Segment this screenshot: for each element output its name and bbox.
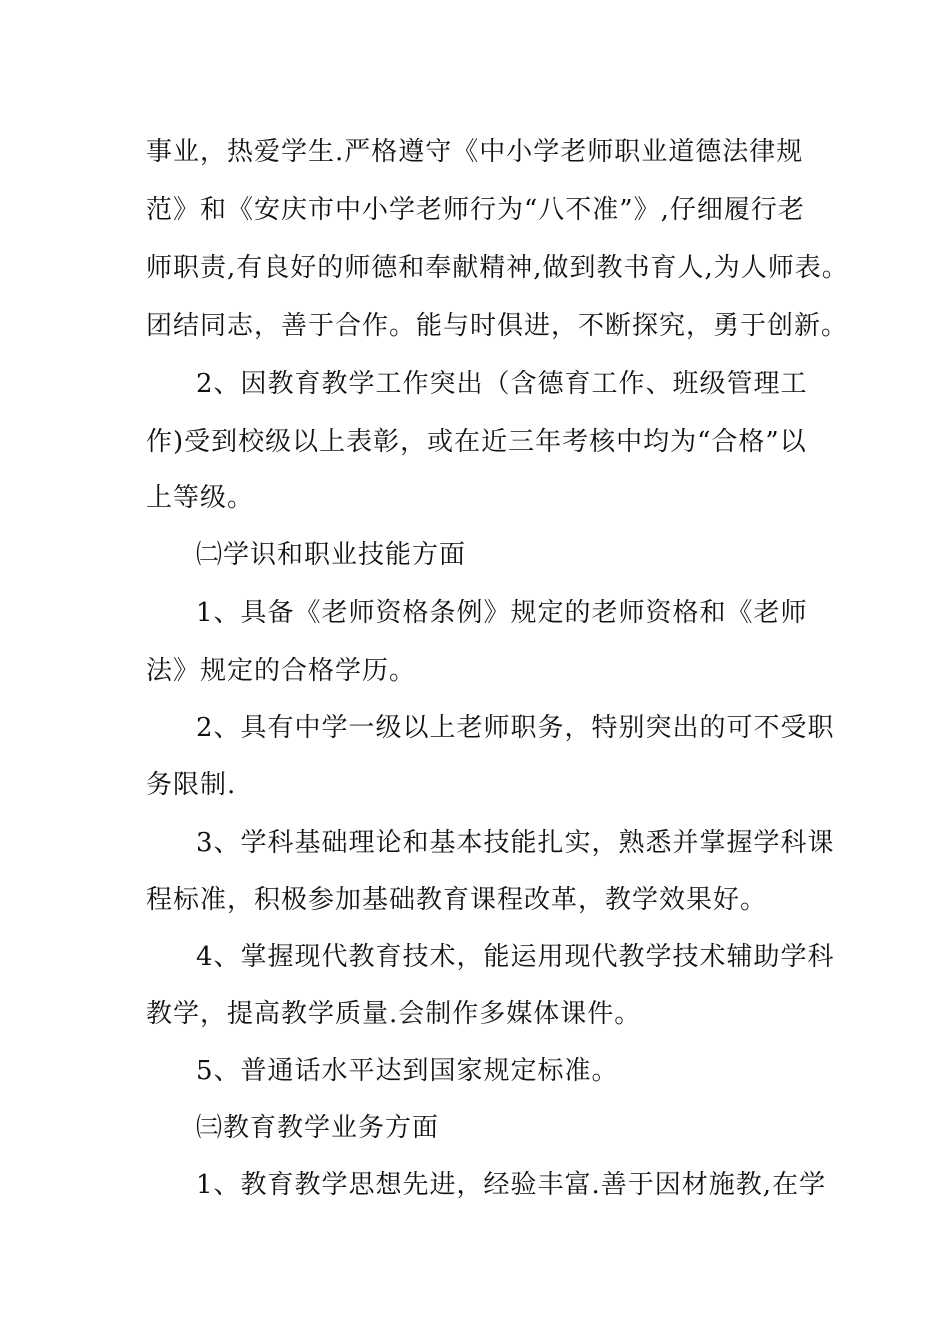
text-line: 程标准，积极参加基础教育课程改革，教学效果好。 [146, 885, 768, 915]
text-line: 务限制. [146, 770, 237, 800]
text-line: 2、因教育教学工作突出（含德育工作、班级管理工 [196, 369, 808, 399]
text-line: 4、掌握现代教育技术，能运用现代教学技术辅助学科 [196, 942, 835, 972]
text-line: 5、普通话水平达到国家规定标准。 [196, 1056, 619, 1086]
section-heading: ㈡学识和职业技能方面 [196, 540, 467, 570]
text-line: 1、教育教学思想先进，经验丰富.善于因材施教,在学 [196, 1170, 827, 1200]
text-line: 教学，提高教学质量.会制作多媒体课件。 [146, 999, 642, 1029]
text-line: 事业，热爱学生.严格遵守《中小学老师职业道德法律规 [146, 137, 804, 167]
text-line: 作)受到校级以上表彰，或在近三年考核中均为“合格”以 [146, 427, 807, 457]
text-line: 2、具有中学一级以上老师职务，特别突出的可不受职 [196, 713, 835, 743]
text-line: 范》和《安庆市中小学老师行为“八不准”》,仔细履行老 [146, 195, 805, 225]
text-line: 上等级。 [146, 483, 255, 513]
text-line: 1、具备《老师资格条例》规定的老师资格和《老师 [196, 598, 808, 628]
text-line: 3、学科基础理论和基本技能扎实，熟悉并掌握学科课 [196, 828, 835, 858]
text-line: 团结同志，善于合作。能与时俱进，不断探究，勇于创新。 [146, 311, 849, 341]
text-line: 法》规定的合格学历。 [146, 656, 417, 686]
section-heading: ㈢教育教学业务方面 [196, 1113, 440, 1143]
text-line: 师职责,有良好的师德和奉献精神,做到教书育人,为人师表。 [146, 253, 849, 283]
